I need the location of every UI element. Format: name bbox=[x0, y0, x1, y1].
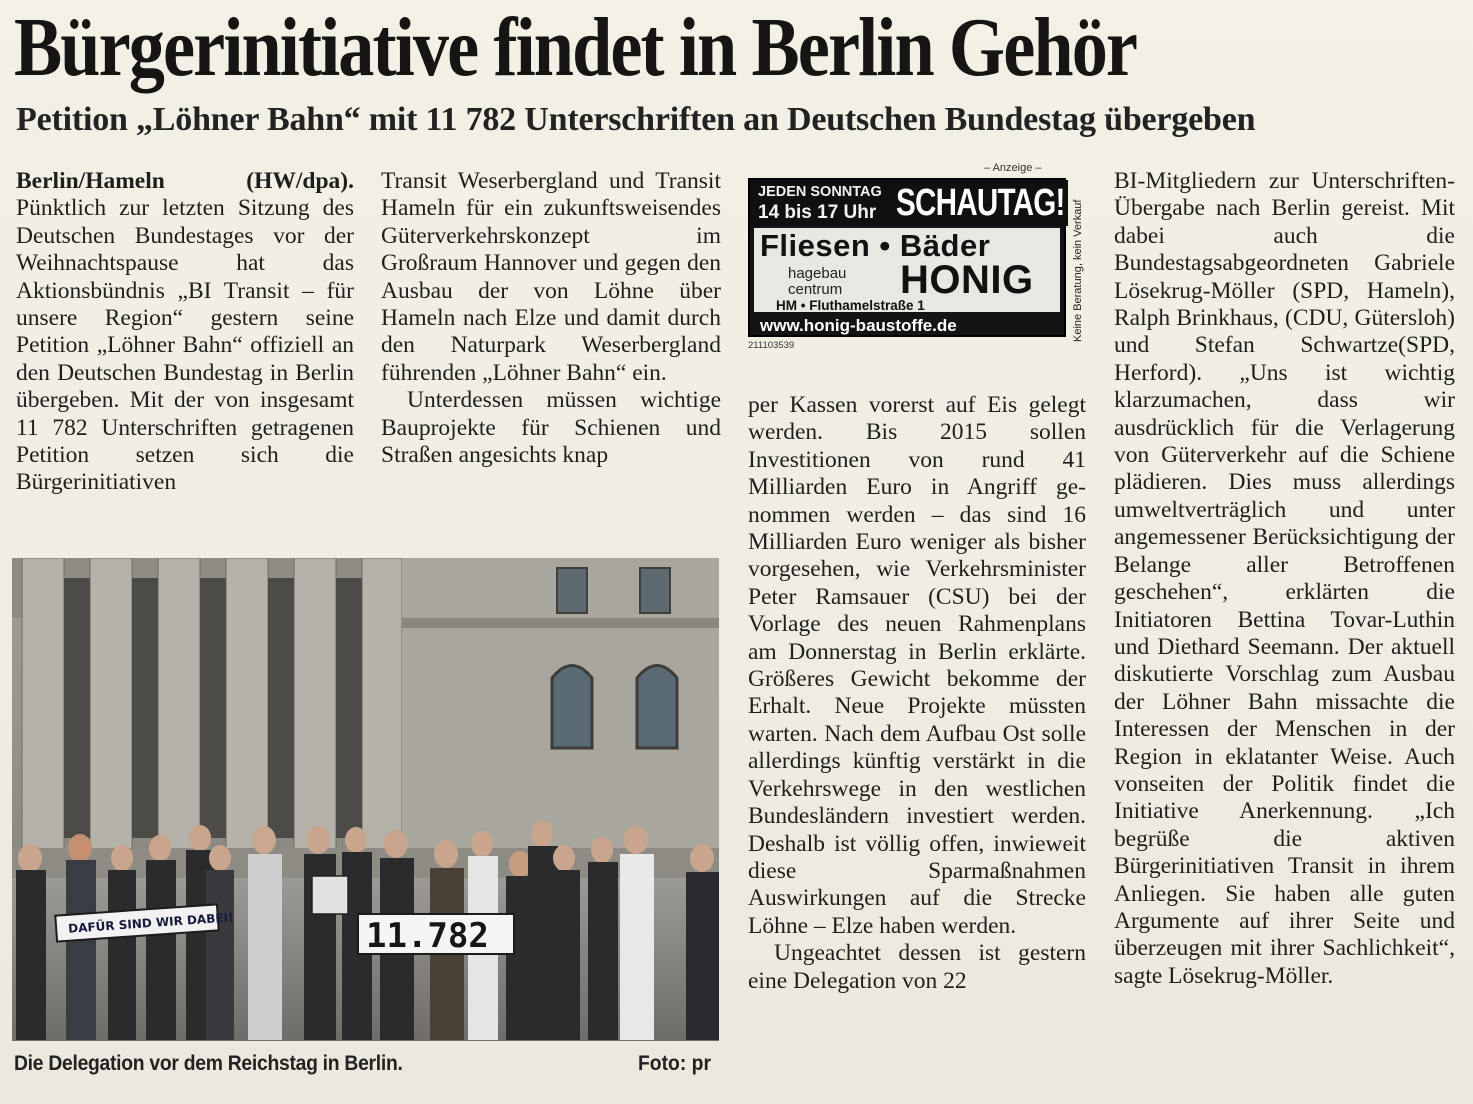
ad-brand-line-2: centrum bbox=[788, 281, 843, 298]
advertisement bbox=[748, 178, 1066, 337]
article-column-2 bbox=[381, 168, 721, 469]
photo-credit: Foto: pr bbox=[638, 1052, 711, 1075]
photo-banner-text: DAFÜR SIND WIR DABEI! bbox=[67, 910, 234, 936]
ad-label: – Anzeige – bbox=[984, 162, 1042, 174]
ad-address: HM • Fluthamelstraße 1 bbox=[776, 298, 925, 313]
ad-brand: HONIG bbox=[900, 258, 1034, 302]
photo-caption: Die Delegation vor dem Reichstag in Berlin. bbox=[14, 1052, 403, 1075]
ad-code: 211103539 bbox=[748, 340, 795, 351]
ad-content-box bbox=[754, 228, 1060, 312]
paragraph: Ungeachtet dessen ist gestern eine Delegation von 22 bbox=[748, 940, 1086, 994]
paragraph: Unterdessen müssen wichtige Bauprojekte für Schienen und Straßen angesichts knap bbox=[381, 387, 721, 469]
ad-day: JEDEN SONNTAG bbox=[758, 184, 882, 200]
paragraph: BI-Mitgliedern zur Unterschriften-Übergabe nach Berlin gereist. Mit dabei auch die Bundestagsabgeordneten Gabriele Lösekrug-Möller (SPD, Hameln), Ralph Brinkhaus, (CDU, Gütersloh) und Stefan Schwartze(SPD, Herford). „Uns ist wichtig klarzumachen, dass wir ausdrücklich für die Verlagerung von Güterverkehr auf die Schiene plädieren. Dies muss allerdings umweltverträglich und unter angemessener Berücksichtigung der Belange aller Betroffenen geschehen“, erklärten die Initiatoren Bettina Tovar-Luthin und Diethard Seemann. Der aktuell diskutierte Vorschlag zum Ausbau der Löhner Bahn missachte die Interessen der Menschen in der Region in eklatanter Weise. Auch vonseiten der Politik findet die Initiative Anerkennung. „Ich begrüße die aktiven Bürgerinitiativen Transit in ihrem Anliegen. Sie haben alle guten Argumente auf ihrer Seite und überzeugen mit ihrer Sachlichkeit“, sagte Lösekrug-Möller. bbox=[1114, 168, 1455, 989]
article-headline: Bürgerinitiative findet in Berlin Gehör bbox=[14, 1, 1137, 94]
article-column-4 bbox=[1114, 168, 1455, 990]
article-subheadline: Petition „Löhner Bahn“ mit 11 782 Unterschriften an Deutschen Bundestag übergeben bbox=[16, 101, 1256, 138]
ad-url: www.honig-baustoffe.de bbox=[760, 316, 957, 335]
ad-brand-line-1: hagebau bbox=[788, 265, 847, 282]
ad-side-note: Keine Beratung, kein Verkauf bbox=[1072, 199, 1084, 342]
article-column-3 bbox=[748, 392, 1086, 995]
ad-top-bar bbox=[750, 180, 1068, 226]
delegation-photo bbox=[12, 558, 719, 1041]
photo-illustration bbox=[12, 558, 719, 1041]
paragraph: Transit Weserbergland und Transit Hameln für ein zukunftsweisendes Güterverkehrskonzept im Großraum Hannover und gegen den Ausbau der von Löhne über Hameln nach Elze und damit durch den Naturpark Weserbergland führenden „Löhner Bahn“ ein. bbox=[381, 168, 721, 386]
dateline: Berlin/Hameln (HW/dpa). bbox=[16, 168, 354, 194]
paragraph bbox=[16, 168, 354, 497]
photo-sign-number: 11.782 bbox=[366, 916, 489, 956]
article-column-1 bbox=[16, 168, 354, 497]
paragraph: per Kassen vorerst auf Eis gelegt werden. Bis 2015 sollen Investitionen von rund 41 Milliarden Euro in Angriff genommen werden – das sind 16 Milliarden Euro weniger als bisher vorgesehen, wie Verkehrsminister Peter Ramsauer (CSU) bei der Vorlage des neuen Rahmenplans am Donnerstag in Berlin erklärte. Größeres Gewicht bekomme der Erhalt. Neue Projekte müssten warten. Nach dem Aufbau Ost solle allerdings künftig verstärkt in die Verkehrswege in den westlichen Bundesländern investiert werden. Deshalb ist völlig offen, inwieweit diese Sparmaßnahmen Auswirkungen auf die Strecke Löhne – Elze haben werden. bbox=[748, 392, 1086, 939]
photo-box bbox=[312, 876, 348, 914]
paragraph-text: Pünktlich zur letzten Sitzung des Deutschen Bundestages vor der Weihnachtspause hat das Aktionsbündnis „BI Transit – für unsere Region“ gestern seine Petition „Löhner Bahn“ offiziell an den Deutschen Bundestag in Berlin übergeben. Mit der von insgesamt 11 782 Unterschriften getragenen Petition setzen sich die Bürgerinitiativen bbox=[16, 195, 354, 496]
ad-products: Fliesen • Bäder bbox=[760, 228, 991, 263]
ad-time: 14 bis 17 Uhr bbox=[758, 202, 877, 223]
ad-brand-prefix bbox=[788, 266, 846, 298]
ad-headline: SCHAUTAG! bbox=[896, 182, 1065, 224]
